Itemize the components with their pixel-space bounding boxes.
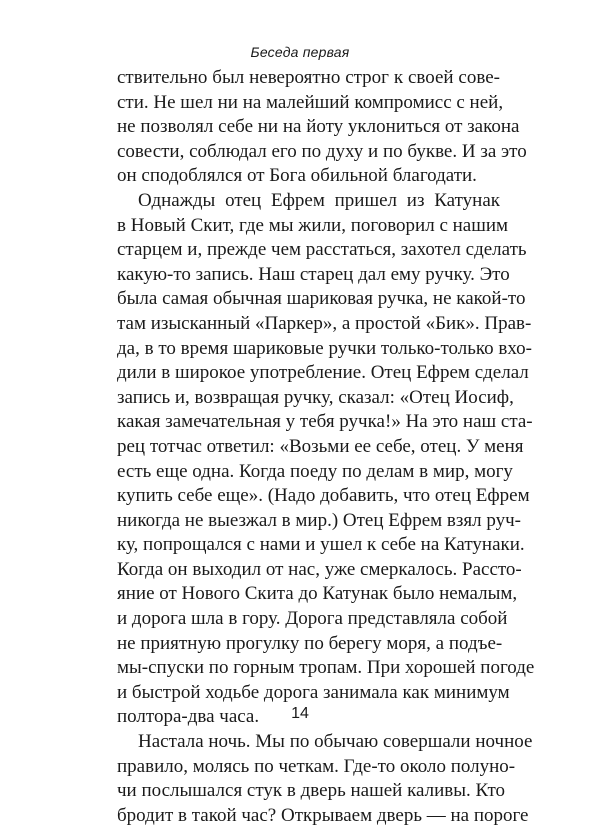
text-line: старцем и, прежде чем расстаться, захотел сделать: [117, 239, 527, 261]
text-line: дили в широкое употребление. Отец Ефрем сделал: [117, 362, 529, 384]
text-line: запись и, возвращая ручку, сказал: «Отец Иосиф,: [117, 386, 514, 408]
text-line: не позволял себе ни на йоту уклониться от закона: [117, 116, 520, 138]
text-line: чи послышался стук в дверь нашей каливы. Кто: [117, 780, 506, 802]
text-line: Когда он выходил от нас, уже смеркалось. Рассто-: [117, 558, 522, 580]
page-number: 14: [291, 705, 309, 722]
text-line: сти. Не шел ни на малейший компромисс с ней,: [117, 91, 504, 113]
text-line: какая замечательная у тебя ручка!» На это наш ста-: [117, 411, 533, 433]
text-line: правило, молясь по четкам. Где-то около полуно-: [117, 755, 516, 777]
text-line: никогда не выезжал в мир.) Отец Ефрем взял руч-: [117, 509, 521, 531]
text-line: в Новый Скит, где мы жили, поговорил с нашим: [117, 214, 509, 236]
text-line: полтора-два часа.: [117, 706, 260, 728]
text-line: он сподоблялся от Бога обильной благодати.: [117, 165, 477, 187]
paragraph: [117, 66, 527, 189]
text-line: есть еще одна. Когда поеду по делам в мир, могу: [117, 460, 513, 482]
paragraph: [117, 189, 535, 730]
text-line: не приятную прогулку по берегу моря, а подъе-: [117, 632, 503, 654]
paragraph: [117, 730, 533, 828]
text-line: Однажды отец Ефрем пришел из Катунак: [138, 189, 500, 211]
text-line: была самая обычная шариковая ручка, не какой-то: [117, 288, 526, 310]
text-line: яние от Нового Скита до Катунак было немалым,: [117, 583, 518, 605]
text-line: ствительно был невероятно строг к своей сове-: [117, 67, 500, 88]
text-line: какую-то запись. Наш старец дал ему ручку. Это: [117, 263, 510, 285]
text-line: Настала ночь. Мы по обычаю совершали ночное: [138, 731, 533, 753]
text-line: и быстрой ходьбе дорога занимала как минимум: [117, 681, 510, 703]
text-line: совести, соблюдал его по духу и по букве. И за это: [117, 140, 527, 162]
text-line: и дорога шла в гору. Дорога представляла собой: [117, 608, 508, 630]
text-line: бродит в такой час? Открываем дверь — на пороге: [117, 804, 529, 826]
text-line: мы-спуски по горным тропам. При хорошей погоде: [117, 657, 535, 679]
text-line: там изысканный «Паркер», а простой «Бик». Прав-: [117, 312, 532, 334]
text-line: ку, попрощался с нами и ушел к себе на Катунаки.: [117, 534, 525, 556]
running-head: Беседа первая: [250, 44, 350, 60]
text-line: да, в то время шариковые ручки только-только вхо-: [117, 337, 532, 359]
text-line: рец тотчас ответил: «Возьми ее себе, отец. У меня: [117, 435, 524, 457]
text-line: купить себе еще». (Надо добавить, что отец Ефрем: [117, 485, 530, 507]
